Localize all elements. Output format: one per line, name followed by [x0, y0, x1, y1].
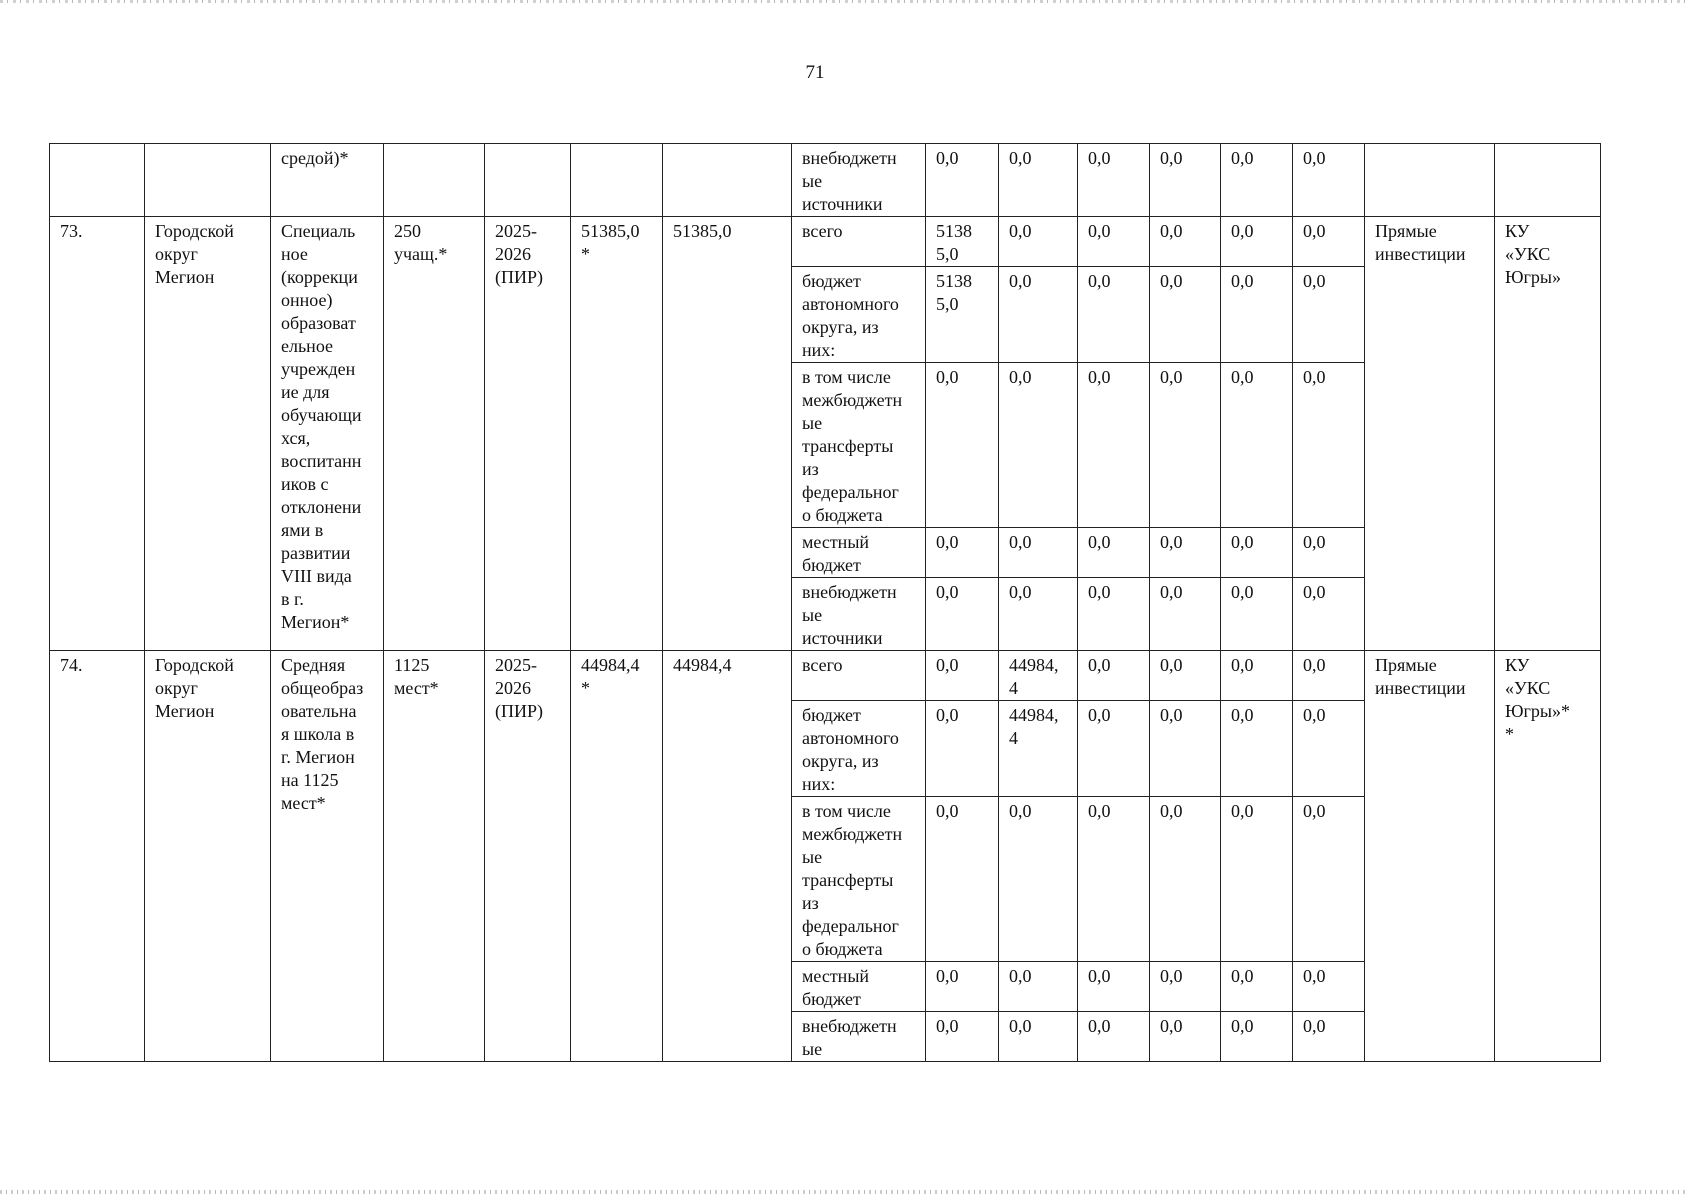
cell-funding-source: всего	[792, 651, 926, 701]
cell-value: 0,0	[1150, 651, 1221, 701]
cell-funding-source: в том числе межбюджетн ые трансферты из федеральног о бюджета	[792, 363, 926, 528]
cell-value: 0,0	[1293, 962, 1365, 1012]
cell-funding-source: местный бюджет	[792, 528, 926, 578]
cell-value: 0,0	[1221, 217, 1293, 267]
cell-cost-remaining	[663, 144, 792, 217]
cell-value: 0,0	[1078, 363, 1150, 528]
cell-cost-total: 51385,0 *	[571, 217, 663, 651]
cell-customer: КУ «УКС Югры»* *	[1495, 651, 1601, 1062]
cell-municipality: Городской округ Мегион	[145, 651, 271, 1062]
cell-investment-method: Прямые инвестиции	[1365, 651, 1495, 1062]
cell-value: 0,0	[1221, 651, 1293, 701]
cell-value: 0,0	[999, 528, 1078, 578]
cell-value: 0,0	[1078, 144, 1150, 217]
cell-value: 0,0	[1150, 144, 1221, 217]
cell-value: 0,0	[1221, 1012, 1293, 1062]
cell-value: 0,0	[926, 1012, 999, 1062]
cell-value: 0,0	[926, 797, 999, 962]
cell-value: 0,0	[1221, 267, 1293, 363]
cell-value: 0,0	[999, 578, 1078, 651]
cell-value: 0,0	[1150, 528, 1221, 578]
cell-value: 0,0	[1150, 701, 1221, 797]
cell-number: 74.	[50, 651, 145, 1062]
cell-object-name: Средняя общеобраз овательна я школа в г. Мегион на 1125 мест*	[271, 651, 384, 1062]
cell-value: 0,0	[1293, 528, 1365, 578]
cell-capacity: 1125 мест*	[384, 651, 485, 1062]
cell-value: 0,0	[1078, 1012, 1150, 1062]
cell-municipality: Городской округ Мегион	[145, 217, 271, 651]
cell-investment-method: Прямые инвестиции	[1365, 217, 1495, 651]
cell-municipality	[145, 144, 271, 217]
page-number: 71	[805, 62, 825, 83]
cell-capacity	[384, 144, 485, 217]
cell-value: 0,0	[999, 797, 1078, 962]
cell-funding-source: внебюджетн ые	[792, 1012, 926, 1062]
cell-value: 0,0	[1150, 962, 1221, 1012]
cell-funding-source: внебюджетн ые источники	[792, 144, 926, 217]
cell-value: 0,0	[1293, 578, 1365, 651]
cell-value: 0,0	[1078, 578, 1150, 651]
cell-value: 0,0	[1150, 1012, 1221, 1062]
cell-value: 0,0	[926, 528, 999, 578]
cell-funding-source: бюджет автономного округа, из них:	[792, 701, 926, 797]
cell-value: 0,0	[1078, 267, 1150, 363]
cell-object-name: Специаль ное (коррекци онное) образоват ельное учрежден ие для обучающи хся, воспитанн иков с отклонени ями в развитии VIII вида в г. Мегион*	[271, 217, 384, 651]
cell-object-name: средой)*	[271, 144, 384, 217]
cell-value: 44984, 4	[999, 651, 1078, 701]
cell-value: 0,0	[1150, 217, 1221, 267]
cell-value: 0,0	[999, 1012, 1078, 1062]
cell-value: 0,0	[1078, 528, 1150, 578]
cell-period: 2025- 2026 (ПИР)	[485, 651, 571, 1062]
cell-value: 0,0	[1150, 363, 1221, 528]
cell-value: 0,0	[1221, 797, 1293, 962]
scan-edge-bottom	[0, 1190, 1686, 1194]
cell-value: 0,0	[1078, 217, 1150, 267]
cell-value: 0,0	[999, 144, 1078, 217]
cell-value: 0,0	[1293, 267, 1365, 363]
cell-value: 0,0	[1293, 363, 1365, 528]
cell-value: 0,0	[926, 144, 999, 217]
cell-investment-method	[1365, 144, 1495, 217]
cell-value: 0,0	[1221, 363, 1293, 528]
cell-number	[50, 144, 145, 217]
cell-value: 0,0	[1078, 962, 1150, 1012]
cell-value: 0,0	[926, 962, 999, 1012]
cell-value: 0,0	[1150, 267, 1221, 363]
cell-period: 2025- 2026 (ПИР)	[485, 217, 571, 651]
cell-value: 0,0	[1221, 144, 1293, 217]
cell-value: 0,0	[1293, 144, 1365, 217]
cell-value: 5138 5,0	[926, 267, 999, 363]
cell-value: 0,0	[926, 701, 999, 797]
cell-funding-source: в том числе межбюджетн ые трансферты из федеральног о бюджета	[792, 797, 926, 962]
cell-period	[485, 144, 571, 217]
cell-funding-source: бюджет автономного округа, из них:	[792, 267, 926, 363]
cell-value: 0,0	[926, 363, 999, 528]
cell-value: 0,0	[1293, 1012, 1365, 1062]
cell-cost-remaining: 44984,4	[663, 651, 792, 1062]
table-row-continuation	[50, 144, 1601, 217]
cell-value: 0,0	[1293, 651, 1365, 701]
investment-table	[49, 143, 1601, 1062]
cell-value: 0,0	[999, 363, 1078, 528]
cell-value: 0,0	[1078, 701, 1150, 797]
cell-customer: КУ «УКС Югры»	[1495, 217, 1601, 651]
cell-value: 0,0	[1221, 962, 1293, 1012]
cell-value: 5138 5,0	[926, 217, 999, 267]
cell-value: 0,0	[999, 962, 1078, 1012]
scan-edge-top	[0, 0, 1686, 3]
cell-value: 0,0	[1293, 217, 1365, 267]
cell-cost-total	[571, 144, 663, 217]
cell-value: 0,0	[1293, 701, 1365, 797]
cell-number: 73.	[50, 217, 145, 651]
cell-customer	[1495, 144, 1601, 217]
table-row-74	[50, 651, 1601, 701]
cell-funding-source: всего	[792, 217, 926, 267]
cell-value: 0,0	[1221, 701, 1293, 797]
cell-cost-total: 44984,4 *	[571, 651, 663, 1062]
cell-value: 0,0	[1078, 797, 1150, 962]
cell-funding-source: внебюджетн ые источники	[792, 578, 926, 651]
cell-value: 0,0	[1078, 651, 1150, 701]
cell-value: 0,0	[1293, 797, 1365, 962]
cell-cost-remaining: 51385,0	[663, 217, 792, 651]
cell-value: 0,0	[1221, 528, 1293, 578]
cell-value: 0,0	[926, 578, 999, 651]
cell-capacity: 250 учащ.*	[384, 217, 485, 651]
cell-value: 0,0	[1221, 578, 1293, 651]
cell-value: 0,0	[999, 217, 1078, 267]
cell-value: 0,0	[1150, 797, 1221, 962]
cell-value: 44984, 4	[999, 701, 1078, 797]
cell-value: 0,0	[926, 651, 999, 701]
cell-value: 0,0	[999, 267, 1078, 363]
cell-funding-source: местный бюджет	[792, 962, 926, 1012]
cell-value: 0,0	[1150, 578, 1221, 651]
table-row-73	[50, 217, 1601, 267]
